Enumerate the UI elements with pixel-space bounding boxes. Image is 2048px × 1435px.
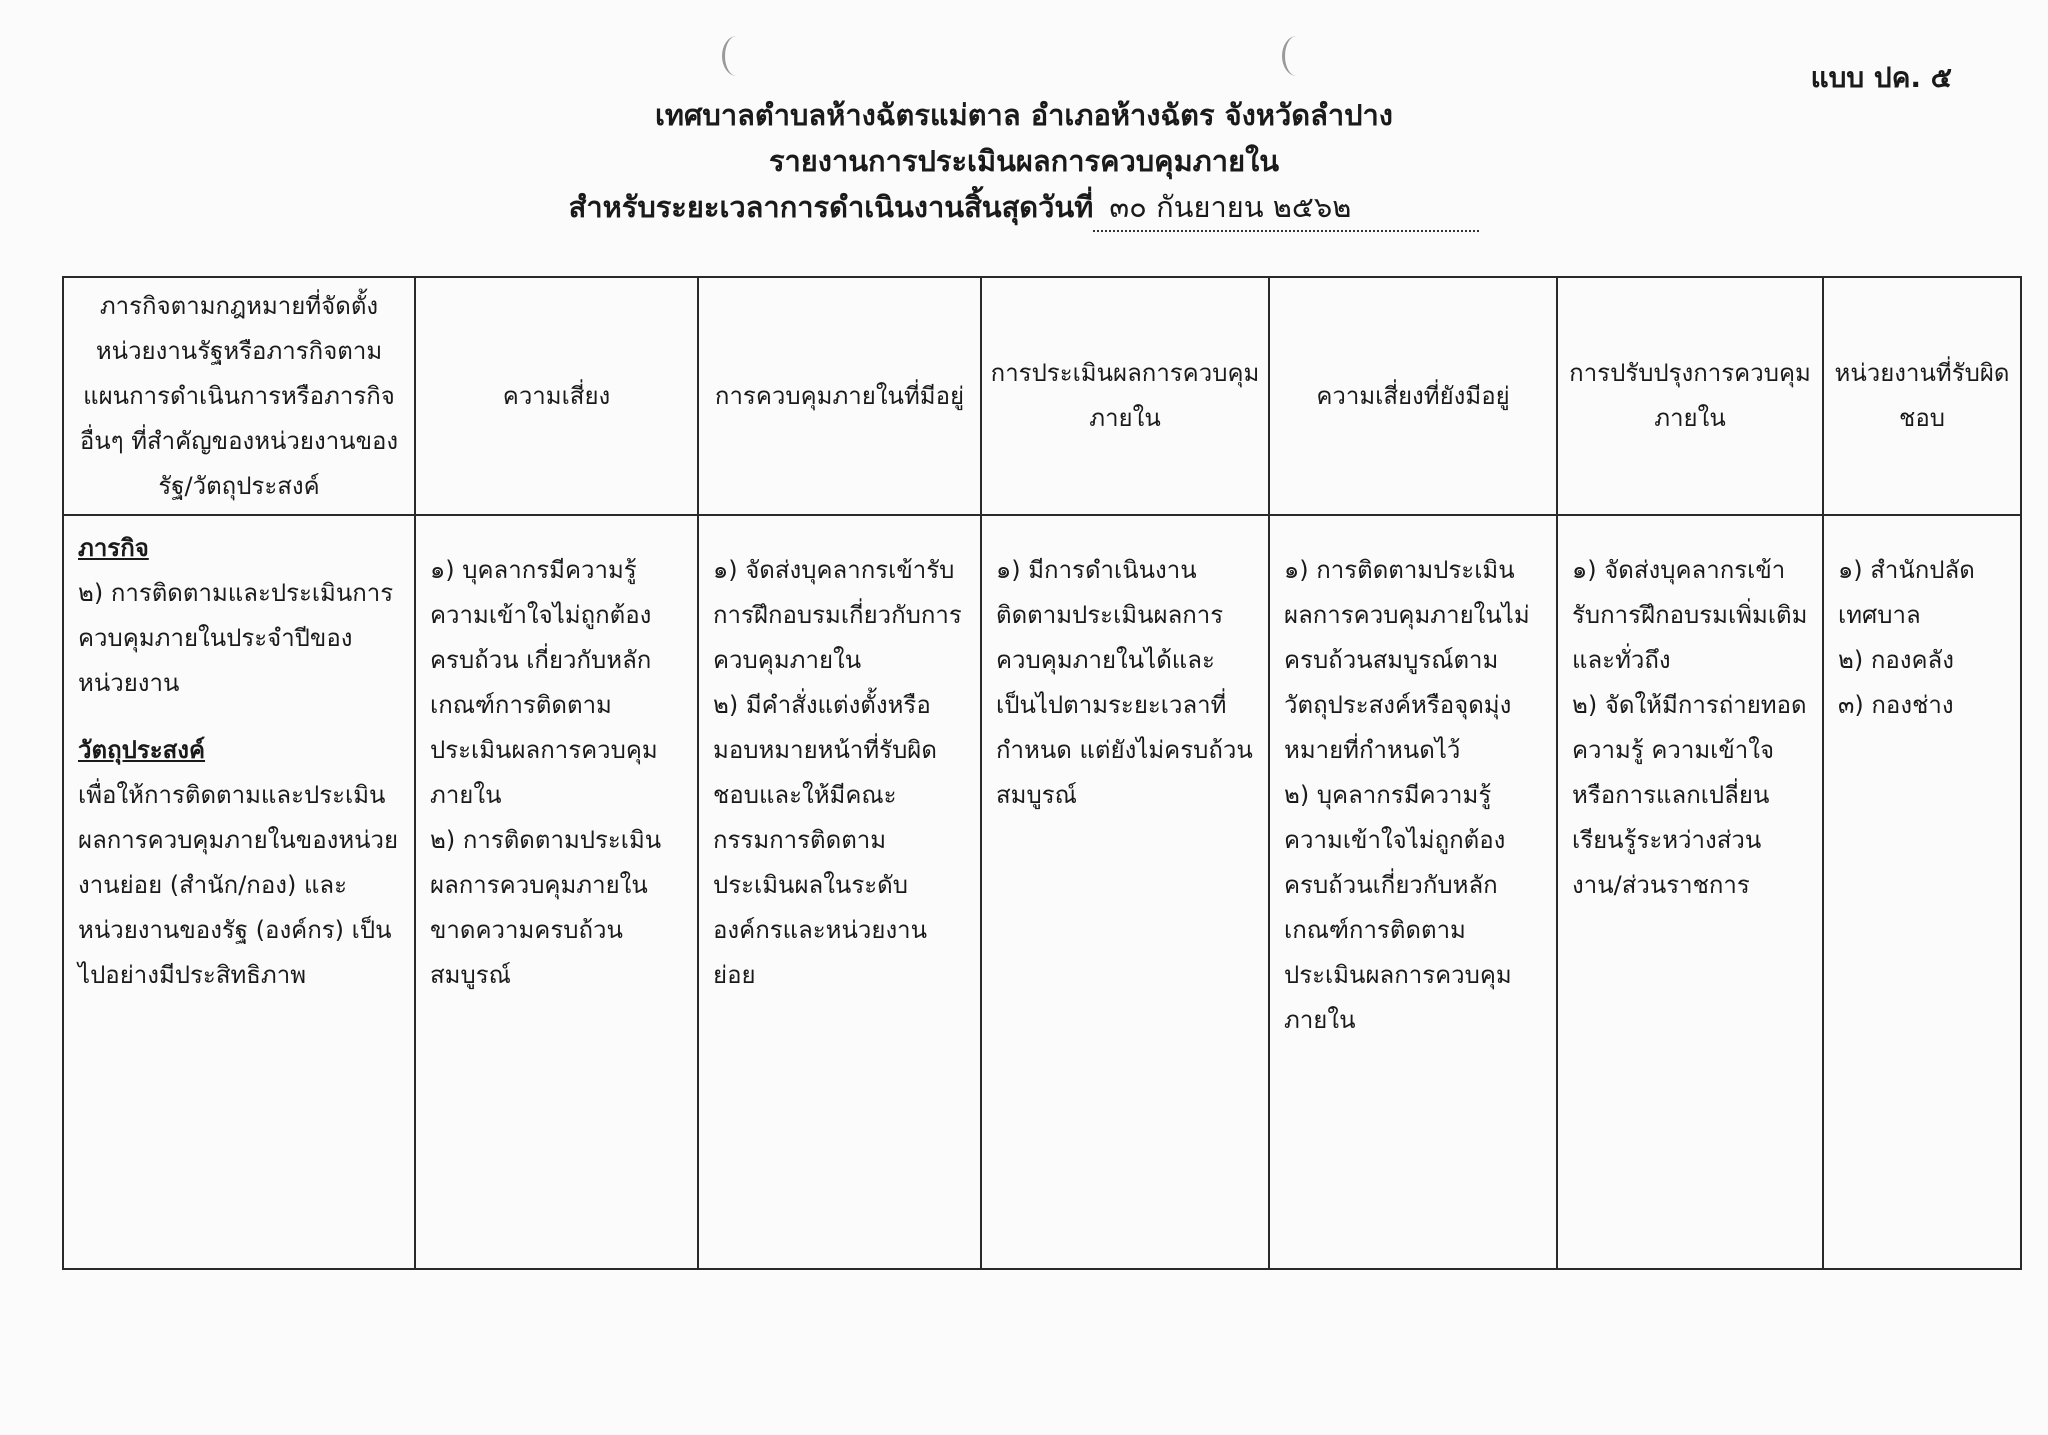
- responsible-unit-item: ๑) สำนักปลัดเทศบาล: [1838, 556, 1975, 629]
- column-header-risk: ความเสี่ยง: [415, 277, 698, 515]
- column-header-existing-controls: การควบคุมภายในที่มีอยู่: [698, 277, 981, 515]
- objective-text: เพื่อให้การติดตามและประเมินผลการควบคุมภายในของหน่วยงานย่อย (สำนัก/กอง) และหน่วยงานของรัฐ (องค์กร) เป็นไปอย่างมีประสิทธิภาพ: [78, 781, 399, 989]
- responsible-unit-cell: [1823, 515, 2021, 1269]
- risk-item: ๑) บุคลากรมีความรู้ความเข้าใจไม่ถูกต้องครบถ้วน เกี่ยวกับหลักเกณฑ์การติดตามประเมินผลการควบคุมภายใน: [430, 556, 658, 809]
- mission-cell: [63, 515, 415, 1269]
- objective-label: วัตถุประสงค์: [78, 736, 206, 764]
- mission-text: ๒) การติดตามและประเมินการควบคุมภายในประจำปีของหน่วยงาน: [78, 579, 394, 697]
- organization-title: เทศบาลตำบลห้างฉัตรแม่ตาล อำเภอห้างฉัตร จังหวัดลำปาง: [655, 98, 1393, 132]
- form-code: แบบ ปค. ๕: [1810, 61, 1952, 94]
- improvement-item: ๒) จัดให้มีการถ่ายทอดความรู้ ความเข้าใจหรือการแลกเปลี่ยนเรียนรู้ระหว่างส่วนงาน/ส่วนราชการ: [1572, 691, 1807, 899]
- mission-label: ภารกิจ: [78, 534, 149, 562]
- evaluation-table: [62, 276, 2022, 1270]
- period-date: ๓๐ กันยายน ๒๕๖๒: [1093, 184, 1479, 232]
- improvement-item: ๑) จัดส่งบุคลากรเข้ารับการฝึกอบรมเพิ่มเติม และทั่วถึง: [1572, 556, 1808, 674]
- table-header-row: [63, 277, 2021, 515]
- evaluation-item: ๑) มีการดำเนินงานติดตามประเมินผลการควบคุมภายในได้และเป็นไปตามระยะเวลาที่กำหนด แต่ยังไม่ครบถ้วนสมบูรณ์: [996, 556, 1253, 809]
- punch-hole-mark: [722, 36, 751, 76]
- responsible-unit-item: ๓) กองช่าง: [1838, 691, 1954, 719]
- column-header-evaluation: การประเมินผลการควบคุมภายใน: [981, 277, 1269, 515]
- existing-control-item: ๒) มีคำสั่งแต่งตั้งหรือมอบหมายหน้าที่รับผิดชอบและให้มีคณะกรรมการติดตามประเมินผลในระดับองค์กรและหน่วยงานย่อย: [713, 691, 937, 989]
- remaining-risk-item: ๑) การติดตามประเมินผลการควบคุมภายในไม่ครบถ้วนสมบูรณ์ตามวัตถุประสงค์หรือจุดมุ่งหมายที่กำหนดไว้: [1284, 556, 1530, 764]
- report-title: รายงานการประเมินผลการควบคุมภายใน: [768, 144, 1280, 178]
- period-line: [0, 184, 2048, 232]
- responsible-unit-item: ๒) กองคลัง: [1838, 646, 1954, 674]
- existing-controls-cell: [698, 515, 981, 1269]
- column-header-remaining-risk: ความเสี่ยงที่ยังมีอยู่: [1269, 277, 1557, 515]
- evaluation-cell: [981, 515, 1269, 1269]
- column-header-improvement: การปรับปรุงการควบคุมภายใน: [1557, 277, 1823, 515]
- punch-hole-mark: [1282, 36, 1311, 76]
- existing-control-item: ๑) จัดส่งบุคลากรเข้ารับการฝึกอบรมเกี่ยวกับการควบคุมภายใน: [713, 556, 962, 674]
- document-header: [0, 92, 2048, 232]
- remaining-risk-cell: [1269, 515, 1557, 1269]
- risk-cell: [415, 515, 698, 1269]
- column-header-mission: ภารกิจตามกฎหมายที่จัดตั้งหน่วยงานรัฐหรือภารกิจตามแผนการดำเนินการหรือภารกิจอื่นๆ ที่สำคัญของหน่วยงานของรัฐ/วัตถุประสงค์: [63, 277, 415, 515]
- remaining-risk-item: ๒) บุคลากรมีความรู้ความเข้าใจไม่ถูกต้องครบถ้วนเกี่ยวกับหลักเกณฑ์การติดตามประเมินผลการควบคุมภายใน: [1284, 781, 1512, 1034]
- table-row: [63, 515, 2021, 1269]
- risk-item: ๒) การติดตามประเมินผลการควบคุมภายใน ขาดความครบถ้วน สมบูรณ์: [430, 826, 662, 989]
- improvement-cell: [1557, 515, 1823, 1269]
- column-header-responsible-unit: หน่วยงานที่รับผิดชอบ: [1823, 277, 2021, 515]
- period-label: สำหรับระยะเวลาการดำเนินงานสิ้นสุดวันที่: [568, 190, 1094, 224]
